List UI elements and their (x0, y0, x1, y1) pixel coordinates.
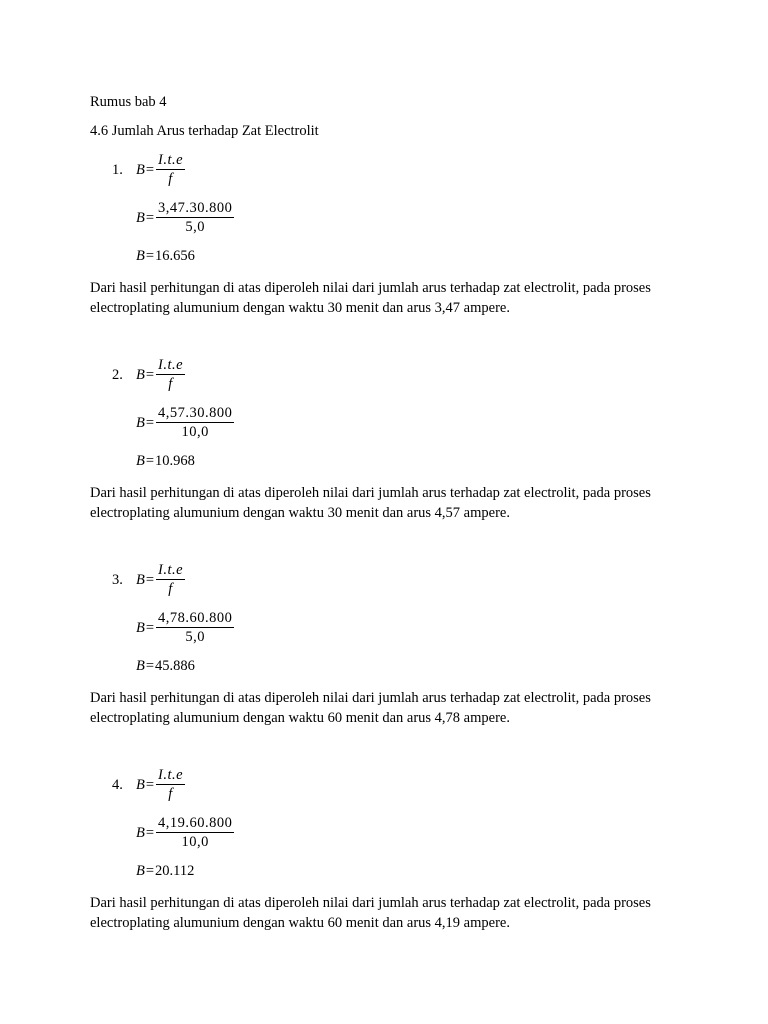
calculation (136, 405, 234, 441)
calc-numerator: 3,47.30.800 (158, 200, 233, 216)
calc-fraction (156, 200, 234, 236)
result-lhs: B (136, 658, 145, 674)
equals-sign: = (145, 453, 155, 469)
conclusion-paragraph: Dari hasil perhitungan di atas diperoleh nilai dari jumlah arus terhadap zat electrolit, pada proses electroplating alumunium dengan waktu 60 menit dan arus 4,19 ampere. (90, 895, 651, 931)
list-marker: 4. (112, 777, 123, 793)
calc-lhs: B (136, 209, 145, 226)
equals-sign: = (145, 824, 155, 841)
equals-sign: = (145, 776, 155, 793)
formula-fraction (156, 767, 185, 803)
calc-fraction (156, 405, 234, 441)
formula (136, 562, 185, 598)
calc-fraction (156, 815, 234, 851)
calc-lhs: B (136, 824, 145, 841)
calculation (136, 200, 234, 236)
result-lhs: B (136, 248, 145, 264)
conclusion-paragraph: Dari hasil perhitungan di atas diperoleh nilai dari jumlah arus terhadap zat electrolit, pada proses electroplating alumunium dengan waktu 30 menit dan arus 4,57 ampere. (90, 485, 651, 521)
list-marker: 3. (112, 572, 123, 588)
equals-sign: = (145, 366, 155, 383)
result (136, 863, 194, 880)
formula-lhs: B (136, 776, 145, 793)
formula-fraction (156, 562, 185, 598)
formula-fraction (156, 357, 185, 393)
calc-numerator: 4,78.60.800 (158, 610, 233, 626)
result (136, 248, 195, 265)
conclusion-paragraph: Dari hasil perhitungan di atas diperoleh nilai dari jumlah arus terhadap zat electrolit, pada proses electroplating alumunium dengan waktu 30 menit dan arus 3,47 ampere. (90, 280, 651, 316)
calc-denominator: 5,0 (185, 219, 206, 235)
calc-numerator: 4,57.30.800 (158, 405, 233, 421)
equals-sign: = (145, 619, 155, 636)
equals-sign: = (145, 248, 155, 264)
calc-denominator: 5,0 (185, 629, 206, 645)
result-lhs: B (136, 863, 145, 879)
equals-sign: = (145, 161, 155, 178)
formula-numerator: I.t.e (158, 357, 184, 373)
result-value: 16.656 (155, 248, 195, 264)
result (136, 658, 195, 675)
formula (136, 767, 185, 803)
result-value: 10.968 (155, 453, 195, 469)
formula-denominator: f (168, 581, 173, 597)
equals-sign: = (145, 863, 155, 879)
equals-sign: = (145, 414, 155, 431)
calc-numerator: 4,19.60.800 (158, 815, 233, 831)
formula (136, 357, 185, 393)
result (136, 453, 195, 470)
formula-denominator: f (168, 376, 173, 392)
equals-sign: = (145, 658, 155, 674)
calc-denominator: 10,0 (181, 834, 209, 850)
calc-denominator: 10,0 (181, 424, 209, 440)
calc-lhs: B (136, 414, 145, 431)
formula (136, 152, 185, 188)
formula-numerator: I.t.e (158, 562, 184, 578)
result-value: 20.112 (155, 863, 195, 879)
result-value: 45.886 (155, 658, 195, 674)
formula-denominator: f (168, 786, 173, 802)
result-lhs: B (136, 453, 145, 469)
equals-sign: = (145, 209, 155, 226)
list-marker: 1. (112, 162, 123, 178)
heading: Rumus bab 4 (90, 94, 167, 110)
formula-numerator: I.t.e (158, 767, 184, 783)
conclusion-paragraph: Dari hasil perhitungan di atas diperoleh nilai dari jumlah arus terhadap zat electrolit, pada proses electroplating alumunium dengan waktu 60 menit dan arus 4,78 ampere. (90, 690, 651, 726)
calc-lhs: B (136, 619, 145, 636)
equals-sign: = (145, 571, 155, 588)
formula-lhs: B (136, 366, 145, 383)
formula-fraction (156, 152, 185, 188)
subheading: 4.6 Jumlah Arus terhadap Zat Electrolit (90, 123, 319, 139)
formula-lhs: B (136, 161, 145, 178)
formula-lhs: B (136, 571, 145, 588)
calc-fraction (156, 610, 234, 646)
formula-numerator: I.t.e (158, 152, 184, 168)
list-marker: 2. (112, 367, 123, 383)
calculation (136, 815, 234, 851)
formula-denominator: f (168, 171, 173, 187)
calculation (136, 610, 234, 646)
